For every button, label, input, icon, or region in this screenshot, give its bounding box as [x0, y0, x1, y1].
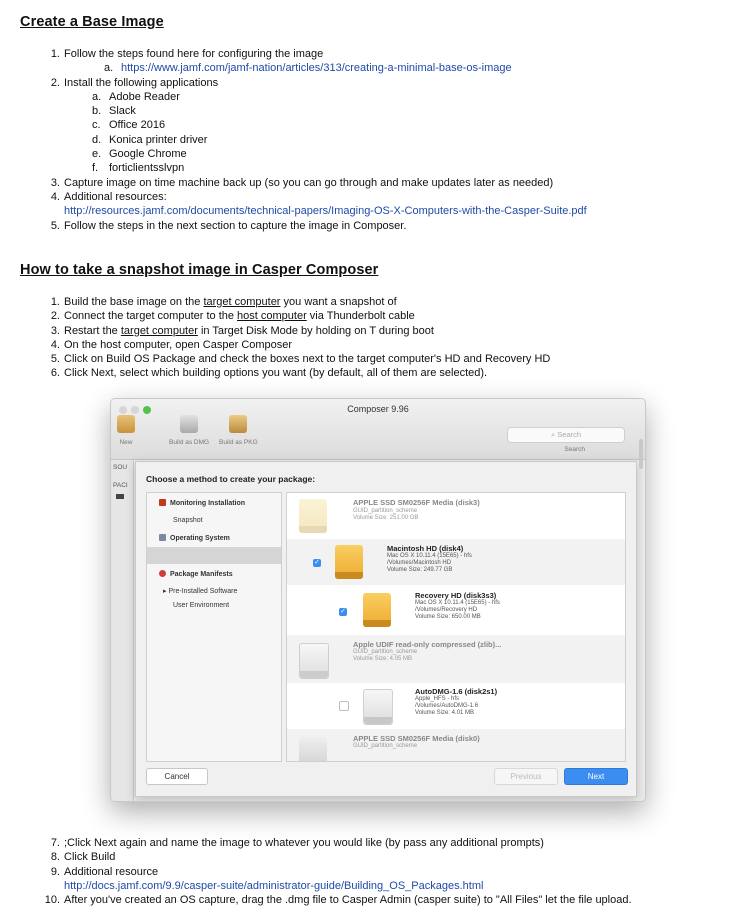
disk-row[interactable]: AutoDMG-1.6 (disk2s1) Apple_HFS - hfs /Volumes/AutoDMG-1.6 Volume Size: 4.01 MB — [287, 683, 625, 729]
section-heading-create-base-image: Create a Base Image — [20, 14, 164, 30]
sources-header: SOU — [113, 464, 128, 471]
disk-row[interactable]: APPLE SSD SM0256F Media (disk3) GUID_partition_scheme Volume Size: 251.00 GB — [287, 493, 625, 539]
lock-icon — [116, 494, 124, 499]
new-package-icon — [117, 415, 135, 433]
disk-checkbox-unchecked[interactable] — [339, 701, 349, 711]
pkg-hammer-icon — [229, 415, 247, 433]
packages-header: PACI — [113, 482, 128, 489]
composer-window — [110, 398, 646, 802]
hard-drive-icon — [363, 689, 393, 725]
base-image-steps — [0, 47, 587, 233]
step-5: 5. Follow the steps in the next section to capture the image in Composer. — [50, 219, 407, 232]
disk-checkbox-checked[interactable]: ✓ — [314, 559, 320, 566]
new-toolbar-button[interactable]: New — [117, 415, 135, 446]
method-build-os-package-selected[interactable] — [147, 547, 281, 564]
building-os-packages-link[interactable]: http://docs.jamf.com/9.9/casper-suite/administrator-guide/Building_OS_Packages.html — [64, 879, 484, 892]
method-package-manifests-header: Package Manifests — [147, 566, 293, 583]
step-7: 7. ;Click Next again and name the image to whatever you would like (by pass any additional prompts) — [50, 837, 544, 849]
target-computer-term: target computer — [120, 324, 198, 337]
step-3: 3. Restart the target computer in Target Disk Mode by holding on T during boot — [50, 324, 434, 337]
step-1a-link-row: a. https://www.jamf.com/jamf-nation/articles/313/creating-a-minimal-base-os-image — [104, 62, 512, 75]
apps-list-container — [0, 90, 587, 176]
next-button[interactable]: Next — [564, 768, 628, 785]
hard-drive-icon — [335, 545, 363, 579]
step-9-link-row — [0, 879, 632, 893]
host-computer-term: host computer — [237, 310, 307, 323]
method-user-environment[interactable]: User Environment — [173, 602, 230, 609]
apps-list — [0, 90, 587, 176]
composer-toolbar — [111, 399, 645, 460]
step-1: 1. Build the base image on the target computer you want a snapshot of — [50, 296, 397, 308]
target-disk-list — [286, 492, 626, 762]
target-computer-term: target computer — [203, 296, 281, 308]
dmg-hammer-icon — [180, 415, 198, 433]
build-as-dmg-button[interactable]: Build as DMG — [169, 415, 209, 446]
step-5: 5. Click on Build OS Package and check the boxes next to the target computer's HD and Recovery HD — [50, 353, 551, 366]
snapshot-steps — [0, 295, 550, 381]
app-item: a. Adobe Reader — [92, 90, 180, 103]
method-monitoring-installation[interactable]: Monitoring Installation — [147, 495, 293, 512]
cancel-button[interactable]: Cancel — [146, 768, 208, 785]
step-1: 1. Follow the steps found here for configuring the image — [50, 48, 324, 60]
method-operating-system-header: Operating System — [147, 530, 293, 547]
disk-icon — [299, 499, 327, 533]
method-snapshot[interactable]: Snapshot — [173, 517, 203, 524]
disk-row[interactable]: APPLE SSD SM0256F Media (disk0) GUID_partition_scheme — [287, 729, 625, 761]
final-steps — [0, 836, 632, 907]
disclosure-triangle-icon: ▸ — [163, 588, 169, 595]
app-item: b. Slack — [92, 105, 136, 118]
app-item: e. Google Chrome — [92, 148, 187, 161]
step-2: 2. Install the following applications — [50, 76, 219, 89]
step-3: 3. Capture image on time machine back up (so you can go through and make updates later as needed) — [50, 176, 554, 189]
build-as-pkg-button[interactable]: Build as PKG — [219, 415, 258, 446]
disk-checkbox-checked[interactable]: ✓ — [340, 608, 346, 615]
search-input[interactable]: ⌕ Search — [507, 427, 625, 443]
step-10: 10. After you've created an OS capture, drag the .dmg file to Casper Admin (casper suite) to "All Files" let the file upload. — [44, 894, 632, 907]
package-method-sheet — [135, 461, 637, 797]
step-2: 2. Connect the target computer to the host computer via Thunderbolt cable — [50, 310, 415, 323]
step-9: 9. Additional resource — [50, 865, 159, 878]
previous-button[interactable]: Previous — [494, 768, 558, 785]
app-item: f. forticlientsslvpn — [92, 162, 185, 175]
search-icon: ⌕ — [550, 430, 556, 439]
monitoring-icon — [159, 499, 166, 506]
manifest-icon — [159, 570, 166, 577]
step-4: 4. On the host computer, open Casper Composer — [50, 338, 293, 351]
disk-row[interactable]: Apple UDIF read-only compressed (zlib)... GUID_partition_scheme Volume Size: 4.05 MB — [287, 635, 625, 683]
step-4: 4. Additional resources: — [50, 190, 167, 203]
methods-list — [146, 492, 282, 762]
disk-row[interactable]: ✓ Recovery HD (disk3s3) Mac OS X 10.11.4 (15E65) - hfs /Volumes/Recovery HD Volume Size: 650.00 MB — [287, 585, 625, 635]
composer-sidebar — [111, 460, 134, 801]
app-item: c. Office 2016 — [92, 119, 166, 132]
search-label: Search — [564, 446, 585, 453]
scrollbar[interactable] — [639, 439, 643, 469]
hard-drive-icon — [363, 593, 391, 627]
jamf-nation-article-link[interactable]: https://www.jamf.com/jamf-nation/articles/313/creating-a-minimal-base-os-image — [121, 62, 512, 75]
disk-icon — [299, 737, 327, 762]
step-6: 6. Click Next, select which building options you want (by default, all of them are selected). — [50, 367, 488, 380]
method-preinstalled-software[interactable]: ▸ Pre-Installed Software — [163, 588, 238, 595]
disk-row[interactable]: ✓ Macintosh HD (disk4) Mac OS X 10.11.4 (15E65) - hfs /Volumes/Macintosh HD Volume Size: 249.77 GB — [287, 539, 625, 585]
app-item: d. Konica printer driver — [92, 133, 208, 146]
step-4-link-row — [0, 204, 587, 218]
disk-image-icon — [299, 643, 329, 679]
step-8: 8. Click Build — [50, 851, 116, 864]
section-heading-snapshot: How to take a snapshot image in Casper Composer — [20, 262, 379, 278]
casper-suite-imaging-pdf-link[interactable]: http://resources.jamf.com/documents/technical-papers/Imaging-OS-X-Computers-with-the-Casper-Suite.pdf — [64, 205, 587, 218]
operating-system-icon — [159, 534, 166, 541]
sheet-title: Choose a method to create your package: — [146, 474, 316, 484]
window-title: Composer 9.96 — [347, 404, 409, 414]
